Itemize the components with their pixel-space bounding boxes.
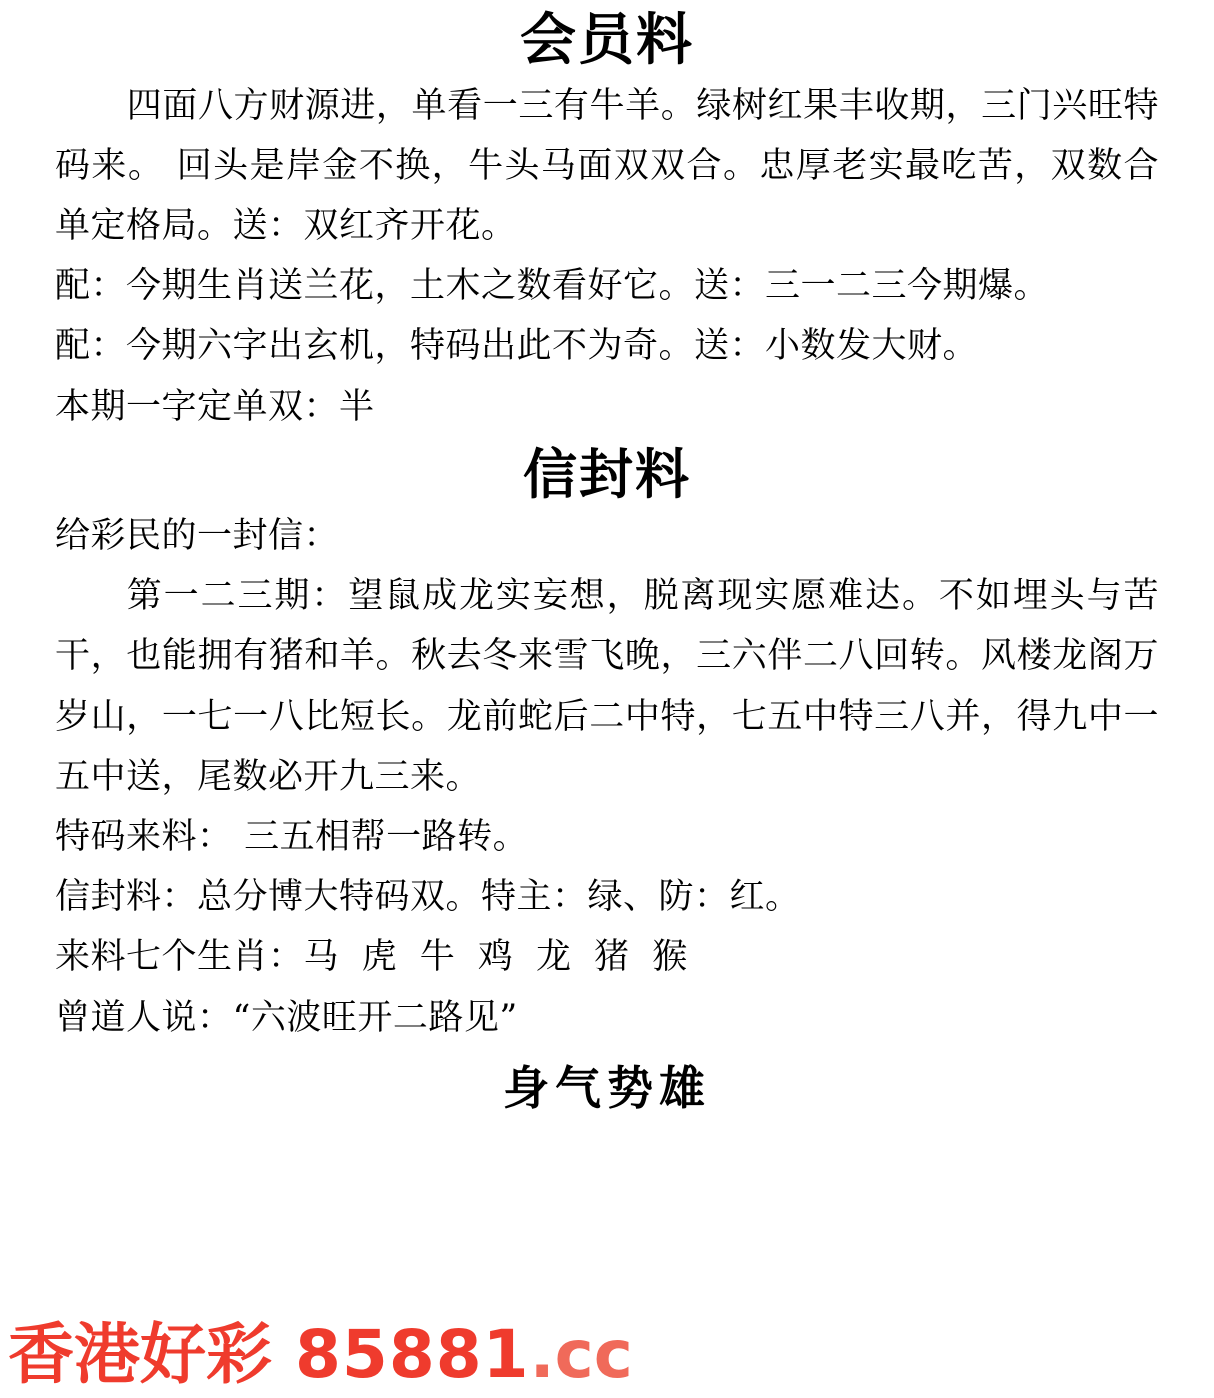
watermark: [8, 1316, 633, 1393]
member-paragraph-2: 配：今期生肖送兰花，土木之数看好它。送：三一二三今期爆。: [55, 266, 1050, 307]
watermark-suffix: .cc: [529, 1316, 633, 1393]
watermark-brand: 香港好彩: [8, 1316, 272, 1393]
zodiac-row: [55, 927, 1159, 987]
document-page: [0, 7, 1214, 1398]
section-title-member: 会员料: [520, 7, 694, 73]
bottom-phrase: 身气势雄: [503, 1060, 711, 1115]
member-paragraph-1: 四面八方财源进，单看一三有牛羊。绿树红果丰收期，三门兴旺特码来。 回头是岸金不换，牛头马面双双合。忠厚老实最吃苦，双数合单定格局。送：双红齐开花。: [55, 85, 1159, 246]
quote-label: 曾道人说：: [55, 997, 233, 1038]
quote-row: [55, 988, 1159, 1048]
quote-text: “六波旺开二路见”: [232, 997, 518, 1038]
watermark-number: 85881: [294, 1316, 530, 1393]
zodiac-label: 来料七个生肖：: [55, 937, 304, 978]
special-code-line: 特码来料： 三五相帮一路转。: [55, 817, 529, 858]
member-paragraph-3: 配：今期六字出玄机，特码出此不为奇。送：小数发大财。: [55, 326, 979, 367]
envelope-material-line: 信封料：总分博大特码双。特主：绿、防：红。: [55, 877, 801, 918]
envelope-body: 第一二三期：望鼠成龙实妄想，脱离现实愿难达。不如埋头与苦干，也能拥有猪和羊。秋去冬来雪飞晚，三六伴二八回转。风楼龙阁万岁山，一七一八比短长。龙前蛇后二中特，七五中特三八并，得九中一五中送，尾数必开九三来。: [55, 576, 1159, 797]
section-title-envelope: 信封料: [523, 441, 691, 506]
member-single-double-line: 本期一字定单双：半: [55, 386, 375, 427]
envelope-lead: 给彩民的一封信：: [55, 516, 340, 557]
zodiac-list: 马 虎 牛 鸡 龙 猪 猴: [303, 937, 694, 978]
